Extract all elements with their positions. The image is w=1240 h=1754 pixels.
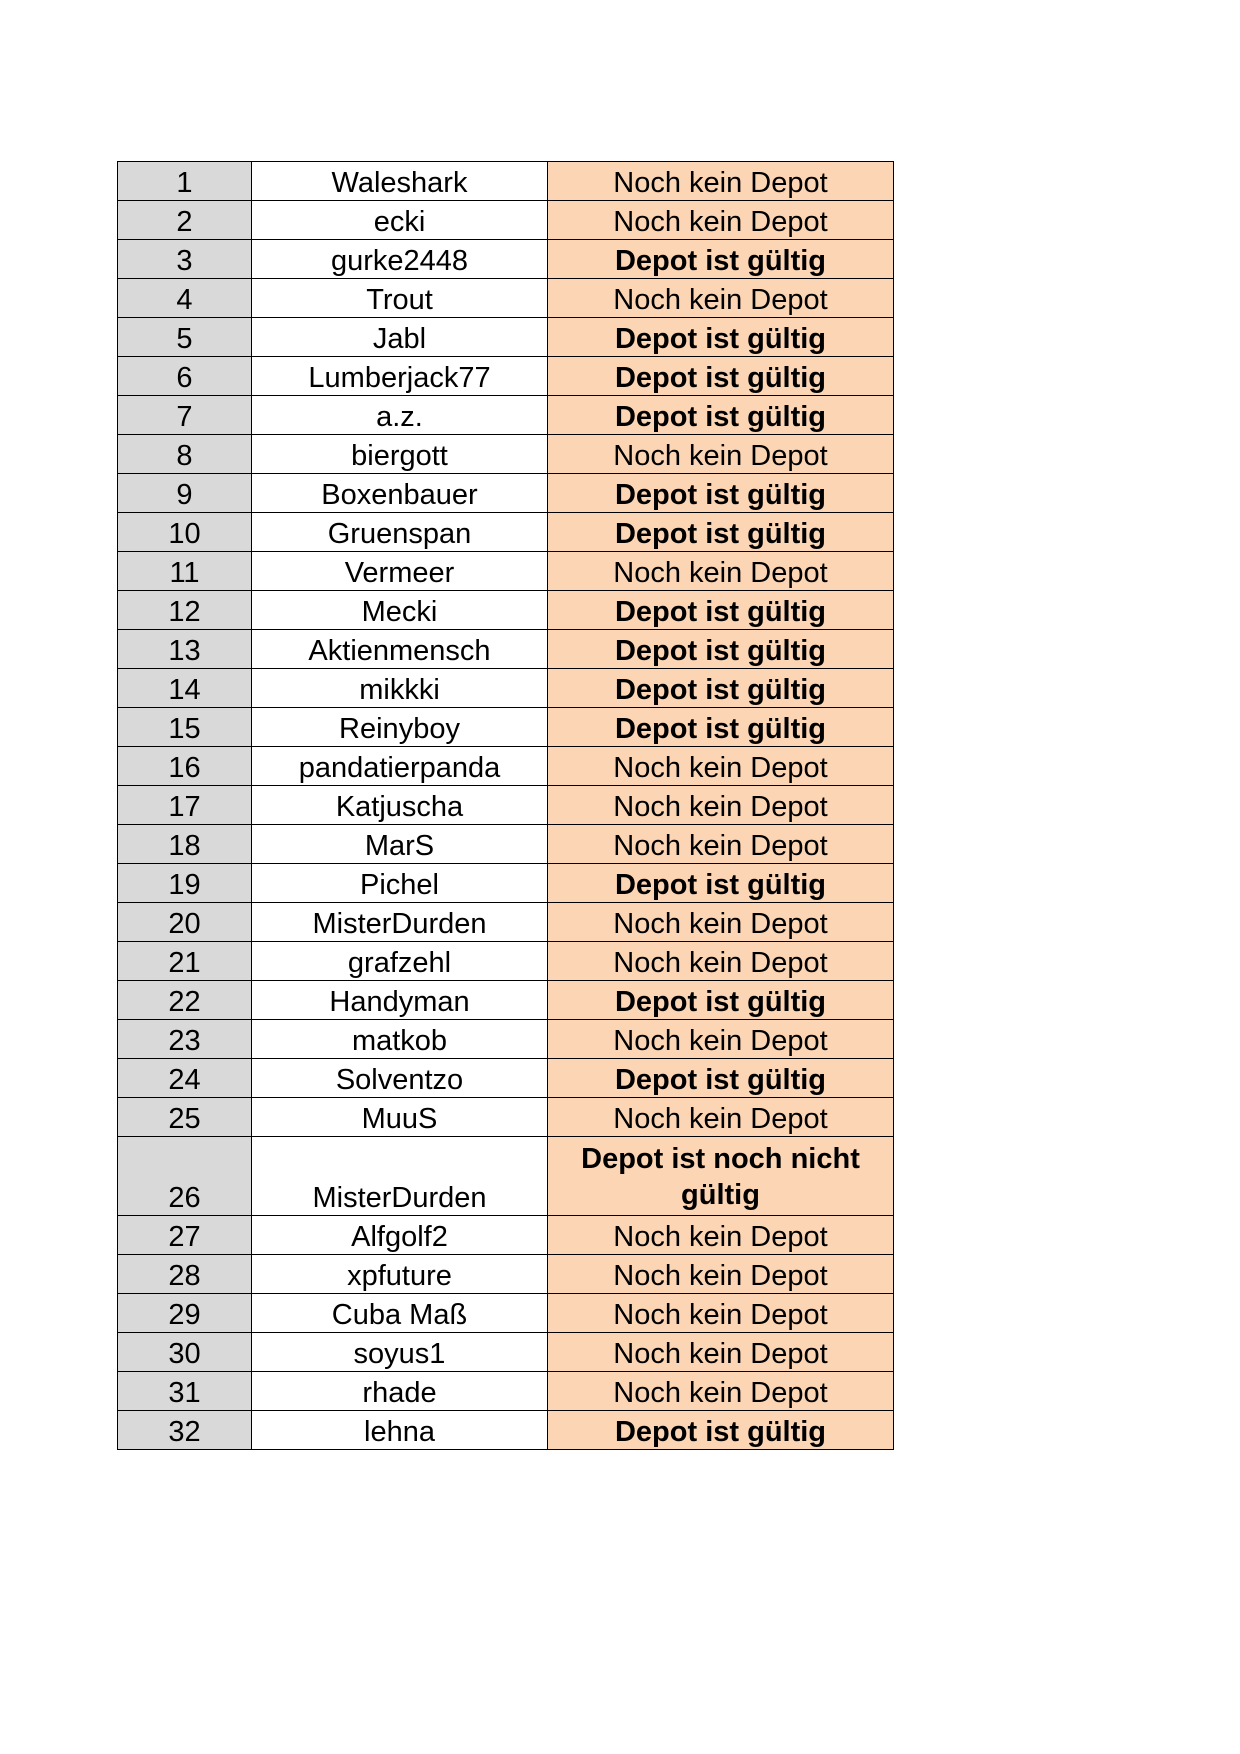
row-number-cell: 29 <box>118 1294 252 1333</box>
depot-status-cell: Noch kein Depot <box>548 435 894 474</box>
table-row <box>118 747 894 786</box>
depot-status-cell: Noch kein Depot <box>548 1333 894 1372</box>
depot-status-cell: Noch kein Depot <box>548 1098 894 1137</box>
table-row <box>118 1098 894 1137</box>
username-cell: xpfuture <box>252 1255 548 1294</box>
table-row <box>118 1020 894 1059</box>
row-number-cell: 1 <box>118 162 252 201</box>
depot-status-cell: Depot ist gültig <box>548 1411 894 1450</box>
row-number-cell: 10 <box>118 513 252 552</box>
username-cell: lehna <box>252 1411 548 1450</box>
depot-status-cell: Depot ist gültig <box>548 357 894 396</box>
table-row <box>118 903 894 942</box>
row-number-cell: 20 <box>118 903 252 942</box>
table-row <box>118 786 894 825</box>
depot-status-cell: Depot ist gültig <box>548 708 894 747</box>
depot-status-cell: Depot ist gültig <box>548 630 894 669</box>
username-cell: gurke2448 <box>252 240 548 279</box>
username-cell: Cuba Maß <box>252 1294 548 1333</box>
table-row <box>118 279 894 318</box>
username-cell: Vermeer <box>252 552 548 591</box>
username-cell: Pichel <box>252 864 548 903</box>
row-number-cell: 15 <box>118 708 252 747</box>
table-row <box>118 357 894 396</box>
table-row <box>118 396 894 435</box>
row-number-cell: 31 <box>118 1372 252 1411</box>
table-row <box>118 513 894 552</box>
username-cell: Mecki <box>252 591 548 630</box>
table-row <box>118 1137 894 1216</box>
table-row <box>118 591 894 630</box>
row-number-cell: 9 <box>118 474 252 513</box>
table-row <box>118 201 894 240</box>
username-cell: soyus1 <box>252 1333 548 1372</box>
row-number-cell: 28 <box>118 1255 252 1294</box>
depot-status-cell: Depot ist gültig <box>548 318 894 357</box>
depot-status-cell: Depot ist gültig <box>548 1059 894 1098</box>
row-number-cell: 18 <box>118 825 252 864</box>
table-row <box>118 942 894 981</box>
row-number-cell: 6 <box>118 357 252 396</box>
depot-status-cell: Noch kein Depot <box>548 1020 894 1059</box>
row-number-cell: 25 <box>118 1098 252 1137</box>
depot-status-cell: Noch kein Depot <box>548 747 894 786</box>
depot-status-cell: Depot ist gültig <box>548 591 894 630</box>
row-number-cell: 23 <box>118 1020 252 1059</box>
username-cell: Alfgolf2 <box>252 1216 548 1255</box>
username-cell: Solventzo <box>252 1059 548 1098</box>
row-number-cell: 21 <box>118 942 252 981</box>
row-number-cell: 5 <box>118 318 252 357</box>
depot-status-cell: Depot ist gültig <box>548 669 894 708</box>
depot-status-cell: Noch kein Depot <box>548 942 894 981</box>
depot-status-cell: Noch kein Depot <box>548 786 894 825</box>
username-cell: Trout <box>252 279 548 318</box>
table-row <box>118 630 894 669</box>
username-cell: Gruenspan <box>252 513 548 552</box>
username-cell: MisterDurden <box>252 1137 548 1216</box>
username-cell: MarS <box>252 825 548 864</box>
row-number-cell: 24 <box>118 1059 252 1098</box>
username-cell: MuuS <box>252 1098 548 1137</box>
username-cell: grafzehl <box>252 942 548 981</box>
table-row <box>118 435 894 474</box>
username-cell: ecki <box>252 201 548 240</box>
username-cell: Handyman <box>252 981 548 1020</box>
table-row <box>118 1411 894 1450</box>
depot-status-cell: Depot ist gültig <box>548 864 894 903</box>
row-number-cell: 30 <box>118 1333 252 1372</box>
depot-status-cell: Noch kein Depot <box>548 1216 894 1255</box>
depot-status-cell: Noch kein Depot <box>548 201 894 240</box>
depot-status-cell: Noch kein Depot <box>548 279 894 318</box>
depot-status-cell: Noch kein Depot <box>548 552 894 591</box>
username-cell: Aktienmensch <box>252 630 548 669</box>
row-number-cell: 16 <box>118 747 252 786</box>
username-cell: matkob <box>252 1020 548 1059</box>
username-cell: biergott <box>252 435 548 474</box>
table-row <box>118 1216 894 1255</box>
row-number-cell: 27 <box>118 1216 252 1255</box>
row-number-cell: 14 <box>118 669 252 708</box>
table-row <box>118 1294 894 1333</box>
table-row <box>118 240 894 279</box>
depot-status-cell: Noch kein Depot <box>548 1255 894 1294</box>
depot-status-cell: Depot ist noch nicht gültig <box>548 1137 894 1216</box>
username-cell: rhade <box>252 1372 548 1411</box>
username-cell: pandatierpanda <box>252 747 548 786</box>
row-number-cell: 12 <box>118 591 252 630</box>
table-row <box>118 162 894 201</box>
table-row <box>118 825 894 864</box>
username-cell: Jabl <box>252 318 548 357</box>
row-number-cell: 11 <box>118 552 252 591</box>
depot-status-cell: Noch kein Depot <box>548 825 894 864</box>
username-cell: Boxenbauer <box>252 474 548 513</box>
username-cell: Katjuscha <box>252 786 548 825</box>
username-cell: mikkki <box>252 669 548 708</box>
row-number-cell: 26 <box>118 1137 252 1216</box>
depot-status-cell: Depot ist gültig <box>548 981 894 1020</box>
depot-status-cell: Noch kein Depot <box>548 1372 894 1411</box>
table-row <box>118 474 894 513</box>
depot-status-cell: Depot ist gültig <box>548 474 894 513</box>
table-row <box>118 1255 894 1294</box>
depot-status-table <box>117 161 894 1450</box>
table-row <box>118 708 894 747</box>
username-cell: Lumberjack77 <box>252 357 548 396</box>
table-row <box>118 1333 894 1372</box>
row-number-cell: 7 <box>118 396 252 435</box>
table-row <box>118 318 894 357</box>
username-cell: MisterDurden <box>252 903 548 942</box>
depot-status-cell: Depot ist gültig <box>548 240 894 279</box>
row-number-cell: 22 <box>118 981 252 1020</box>
row-number-cell: 4 <box>118 279 252 318</box>
table-row <box>118 1059 894 1098</box>
row-number-cell: 2 <box>118 201 252 240</box>
username-cell: Reinyboy <box>252 708 548 747</box>
table-row <box>118 552 894 591</box>
username-cell: a.z. <box>252 396 548 435</box>
row-number-cell: 32 <box>118 1411 252 1450</box>
table-row <box>118 864 894 903</box>
depot-status-cell: Depot ist gültig <box>548 513 894 552</box>
row-number-cell: 13 <box>118 630 252 669</box>
table-row <box>118 669 894 708</box>
row-number-cell: 19 <box>118 864 252 903</box>
depot-status-cell: Noch kein Depot <box>548 162 894 201</box>
row-number-cell: 17 <box>118 786 252 825</box>
row-number-cell: 3 <box>118 240 252 279</box>
depot-status-cell: Noch kein Depot <box>548 1294 894 1333</box>
table-body <box>118 162 894 1450</box>
username-cell: Waleshark <box>252 162 548 201</box>
table-row <box>118 981 894 1020</box>
depot-status-cell: Noch kein Depot <box>548 903 894 942</box>
table-row <box>118 1372 894 1411</box>
row-number-cell: 8 <box>118 435 252 474</box>
depot-status-cell: Depot ist gültig <box>548 396 894 435</box>
